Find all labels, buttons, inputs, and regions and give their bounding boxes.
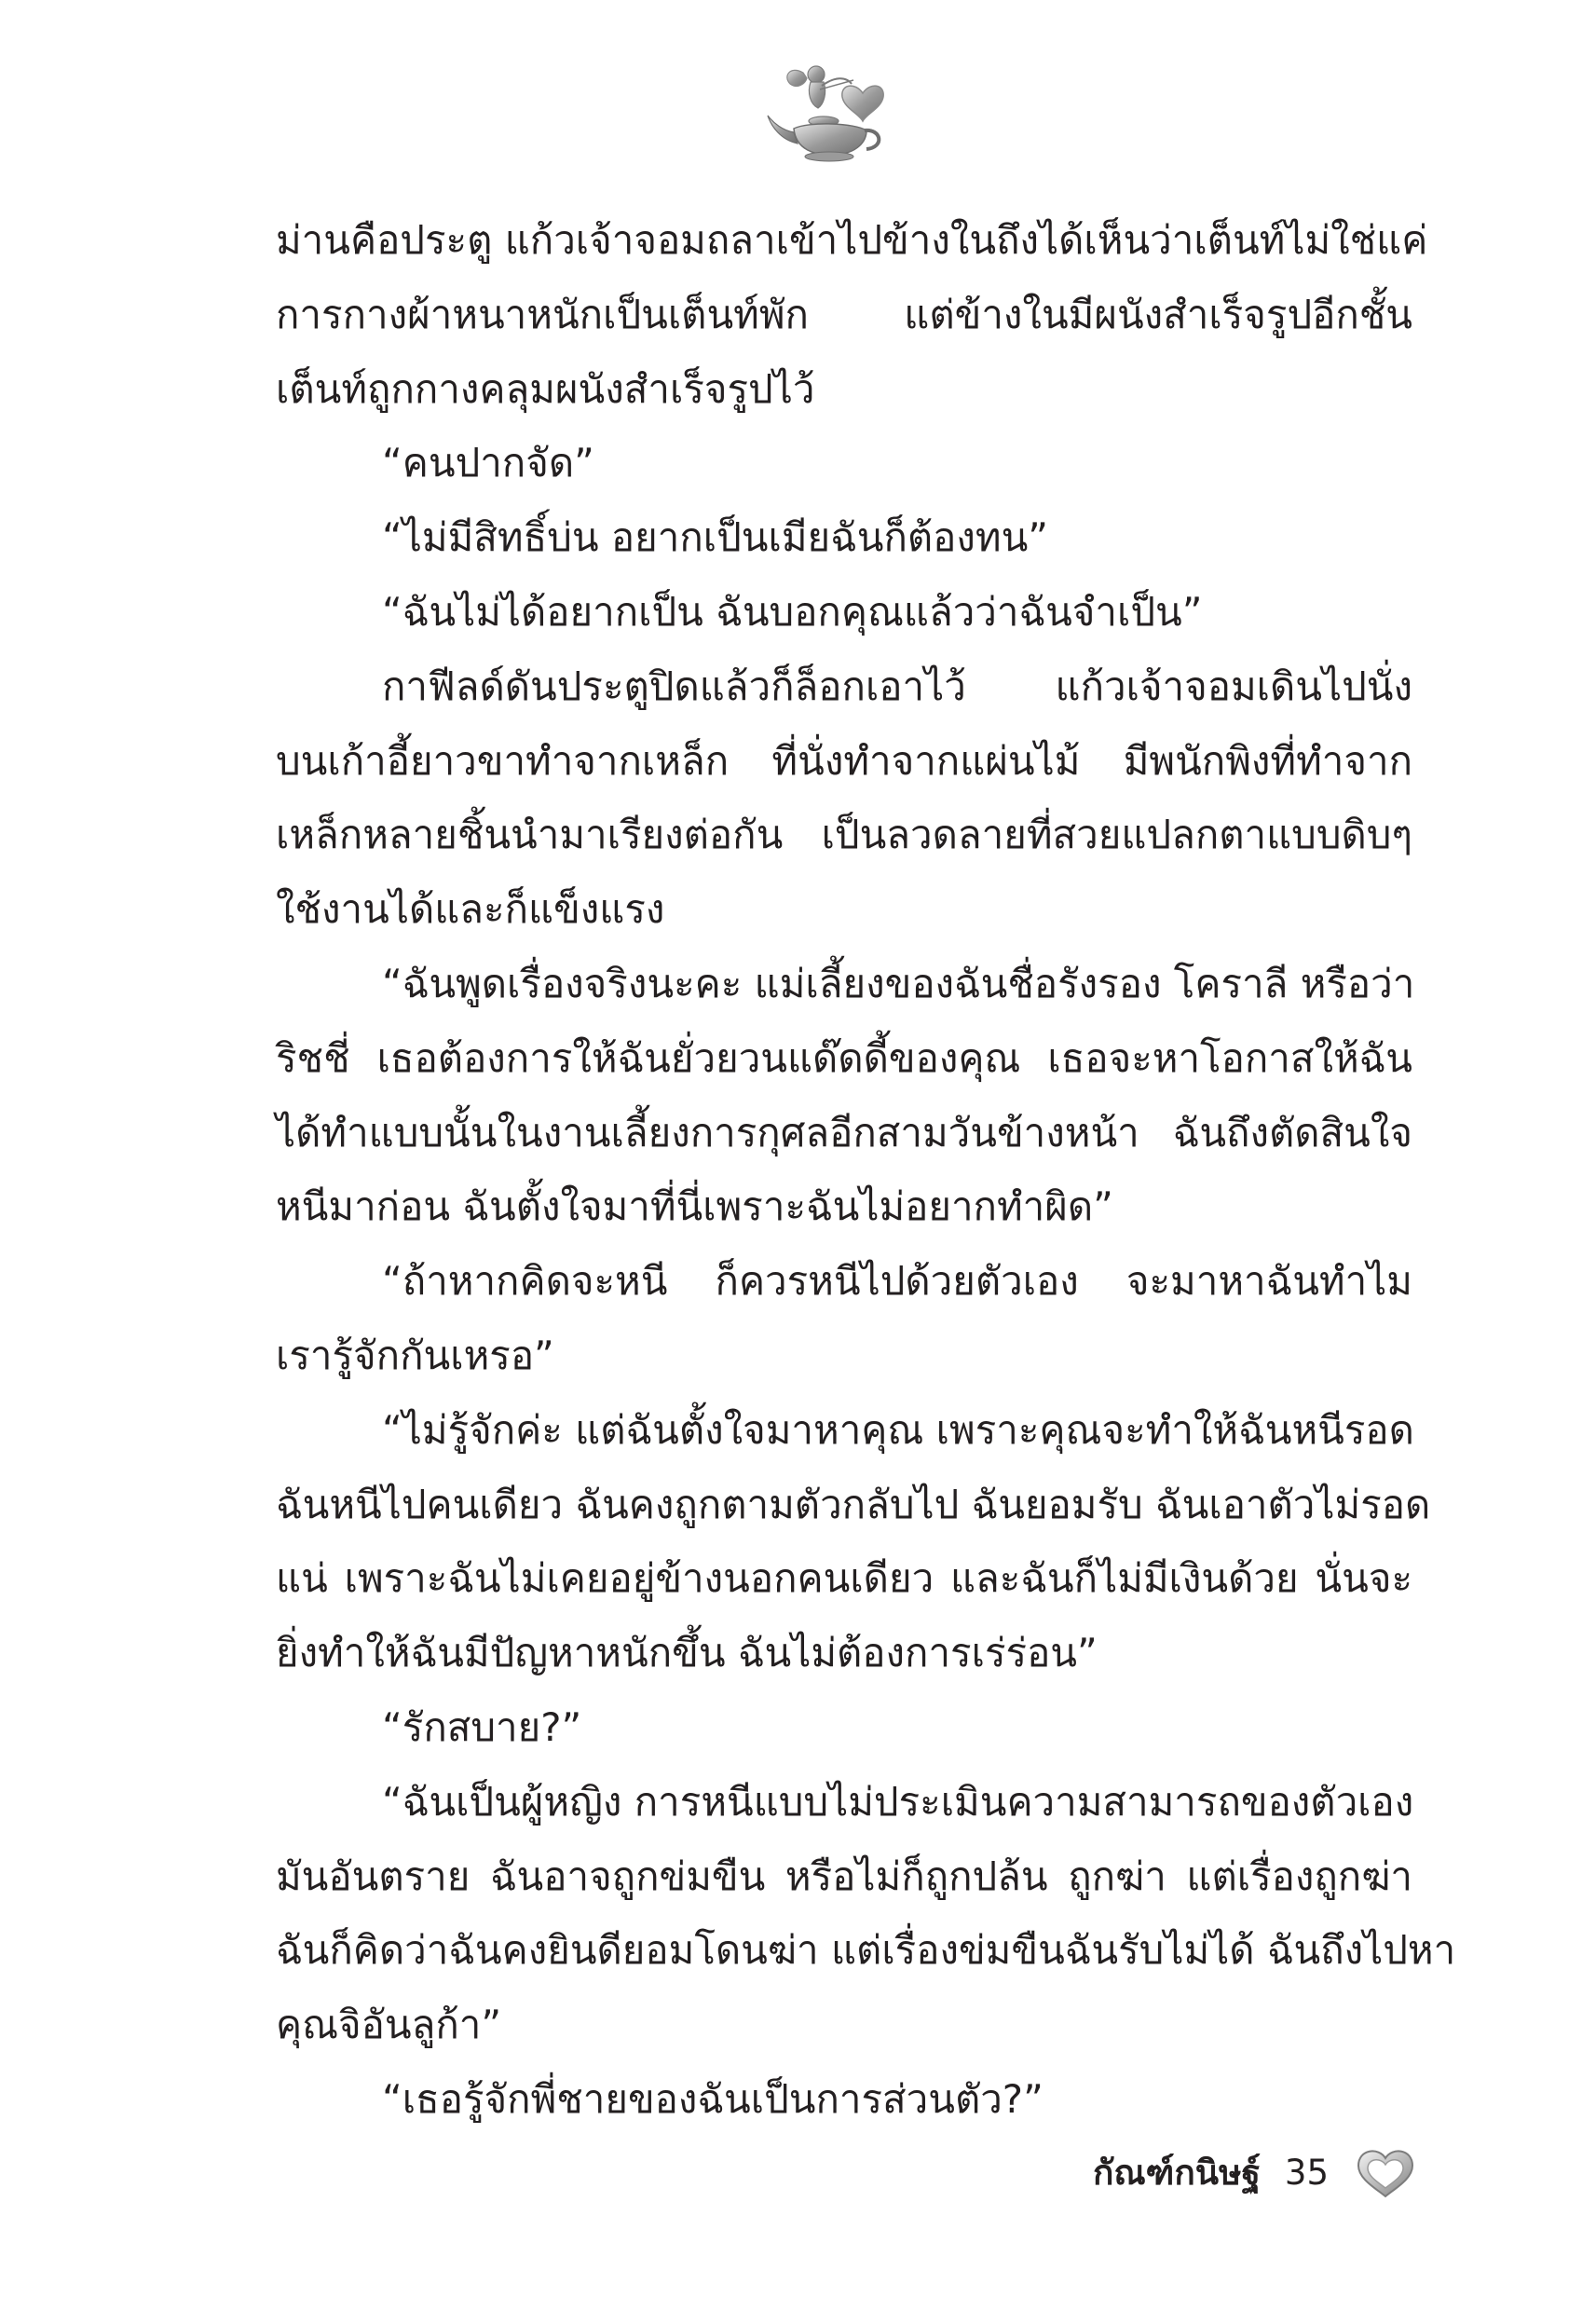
text-line: แน่ เพราะฉันไม่เคยอยู่ข้างนอกคนเดียว และฉันก็ไม่มีเงินด้วย นั่นจะ [276,1555,1412,1602]
text-line: “เธอรู้จักพี่ชายของฉันเป็นการส่วนตัว?” [382,2075,1044,2122]
text-line: ฉันก็คิดว่าฉันคงยินดียอมโดนฆ่า แต่เรื่องข่มขืนฉันรับไม่ได้ ฉันถึงไปหา [276,1927,1456,1974]
page-footer [1062,2140,1416,2205]
page-number: 35 [1284,2152,1329,2193]
text-line: เรารู้จักกันเหรอ” [276,1332,554,1378]
text-line: การกางผ้าหนาหนักเป็นเต็นท์พัก แต่ข้างในมีผนังสำเร็จรูปอีกชั้น [276,291,1412,337]
text-line: ฉันหนีไปคนเดียว ฉันคงถูกตามตัวกลับไป ฉันยอมรับ ฉันเอาตัวไม่รอด [276,1481,1431,1527]
text-line: “ฉันไม่ได้อยากเป็น ฉันบอกคุณแล้วว่าฉันจำเป็น” [382,588,1203,635]
text-line: ใช้งานได้และก็แข็งแรง [276,886,665,933]
text-line: “ฉันเป็นผู้หญิง การหนีแบบไม่ประเมินความสามารถของตัวเอง [382,1778,1414,1825]
text-line: กาฟีลด์ดันประตูปิดแล้วก็ล็อกเอาไว้ แก้วเจ้าจอมเดินไปนั่ง [382,663,1412,709]
text-line: “คนปากจัด” [382,440,594,486]
text-line: ยิ่งทำให้ฉันมีปัญหาหนักขึ้น ฉันไม่ต้องการเร่ร่อน” [276,1630,1098,1676]
text-line: มันอันตราย ฉันอาจถูกข่มขืน หรือไม่ก็ถูกปล้น ถูกฆ่า แต่เรื่องถูกฆ่า [276,1853,1412,1899]
text-line: “ไม่รู้จักค่ะ แต่ฉันตั้งใจมาหาคุณ เพราะคุณจะทำให้ฉันหนีรอด [382,1406,1414,1453]
text-line: คุณจิอันลูก้า” [276,2002,502,2048]
text-line: หนีมาก่อน ฉันตั้งใจมาที่นี่เพราะฉันไม่อยากทำผิด” [276,1183,1113,1230]
text-line: ม่านคือประตู แก้วเจ้าจอมถลาเข้าไปข้างในถึงได้เห็นว่าเต็นท์ไม่ใช่แค่ [276,217,1428,263]
cupid-teapot-ornament-icon [762,56,902,168]
text-line: ได้ทำแบบนั้นในงานเลี้ยงการกุศลอีกสามวันข้างหน้า ฉันถึงตัดสินใจ [276,1109,1412,1156]
text-line: บนเก้าอี้ยาวขาทำจากเหล็ก ที่นั่งทำจากแผ่นไม้ มีพนักพิงที่ทำจาก [276,737,1412,784]
text-line: “รักสบาย?” [382,1703,582,1750]
text-line: “ถ้าหากคิดจะหนี ก็ควรหนีไปด้วยตัวเอง จะมาหาฉันทำไม [382,1258,1412,1305]
text-line: เต็นท์ถูกกางคลุมผนังสำเร็จรูปไว้ [276,365,815,412]
book-title: กัณฑ์กนิษฐ์ [1092,2152,1261,2193]
text-line: “ฉันพูดเรื่องจริงนะคะ แม่เลี้ยงของฉันชื่อรังรอง โคราลี หรือว่า [382,960,1415,1006]
heart-icon [1355,2145,1416,2199]
text-line: “ไม่มีสิทธิ์บ่น อยากเป็นเมียฉันก็ต้องทน” [382,514,1049,561]
text-line: เหล็กหลายชิ้นนำมาเรียงต่อกัน เป็นลวดลายที่สวยแปลกตาแบบดิบๆ [276,812,1412,858]
body-text [276,203,1456,2137]
text-line: ริชชี่ เธอต้องการให้ฉันยั่วยวนแด๊ดดี้ของคุณ เธอจะหาโอกาสให้ฉัน [276,1034,1412,1081]
